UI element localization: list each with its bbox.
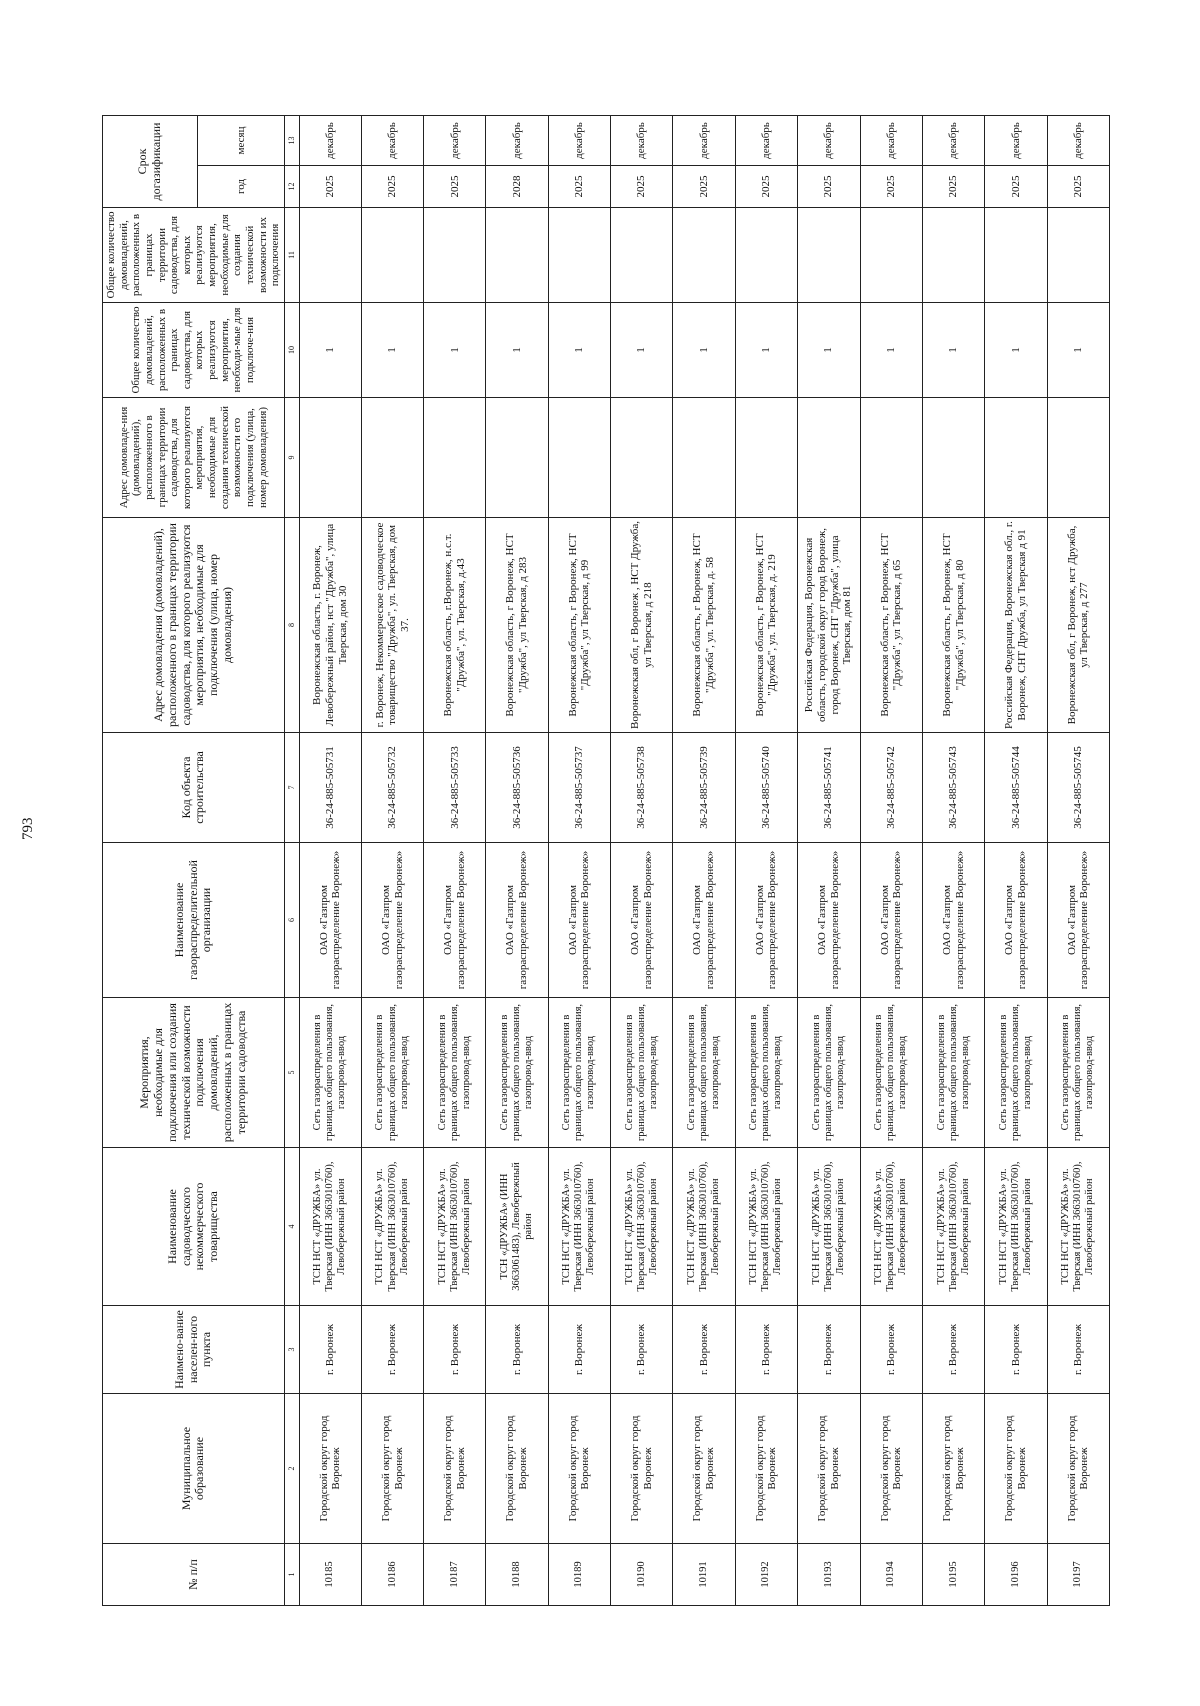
cell-address: Воронежская обл, г Воронеж, нст Дружба, ул Тверская, д 277 xyxy=(1047,518,1109,733)
table-row xyxy=(424,115,486,1605)
cell-total-connect: 1 xyxy=(486,303,548,398)
cell-month: декабрь xyxy=(299,115,361,165)
cell-gdo: ОАО «Газпром газораспределение Воронеж» xyxy=(797,843,860,998)
cell-municipality: Городской округ город Воронеж xyxy=(299,1394,361,1544)
cell-address: Воронежская область, г Воронеж, НСТ "Дружба", ул Тверская, д 99 xyxy=(548,518,610,733)
header-total-connect: Общее количество домовладений, расположенных в границах садоводства, для которых реализуются мероприятия, необходи-мые для подключе-ния xyxy=(103,303,285,398)
rotated-table-container xyxy=(102,116,1096,1606)
cell-total-tech xyxy=(361,208,423,303)
cell-address-tech xyxy=(1047,398,1109,518)
cell-gdo: ОАО «Газпром газораспределение Воронеж» xyxy=(735,843,797,998)
cell-gdo: ОАО «Газпром газораспределение Воронеж» xyxy=(361,843,423,998)
cell-total-tech xyxy=(673,208,735,303)
cell-year: 2025 xyxy=(860,166,922,208)
cell-year: 2025 xyxy=(424,166,486,208)
cell-total-tech xyxy=(299,208,361,303)
cell-settlement: г. Воронеж xyxy=(424,1306,486,1394)
cell-code: 36-24-885-505731 xyxy=(299,733,361,843)
cell-month: декабрь xyxy=(486,115,548,165)
cell-num: 10192 xyxy=(735,1544,797,1606)
column-number-row xyxy=(284,115,299,1605)
column-number: 13 xyxy=(284,115,299,165)
cell-num: 10190 xyxy=(611,1544,673,1606)
cell-total-tech xyxy=(611,208,673,303)
cell-num: 10187 xyxy=(424,1544,486,1606)
cell-address: Воронежская обл, г Воронеж , НСТ Дружба, ул Тверская, д 218 xyxy=(611,518,673,733)
cell-num: 10185 xyxy=(299,1544,361,1606)
cell-address-tech xyxy=(299,398,361,518)
cell-municipality: Городской округ город Воронеж xyxy=(735,1394,797,1544)
cell-code: 36-24-885-505742 xyxy=(860,733,922,843)
cell-address-tech xyxy=(985,398,1047,518)
cell-partnership: ТСН НСТ «ДРУЖБА» ул. Тверская (ИНН 3663010760), Левобережный район xyxy=(922,1148,984,1306)
cell-partnership: ТСН НСТ «ДРУЖБА» ул. Тверская (ИНН 3663010760), Левобережный район xyxy=(548,1148,610,1306)
cell-num: 10195 xyxy=(922,1544,984,1606)
cell-year: 2025 xyxy=(1047,166,1109,208)
cell-address: Воронежская область, г Воронеж, НСТ "Дружба", ул Тверская, д 65 xyxy=(860,518,922,733)
cell-month: декабрь xyxy=(361,115,423,165)
header-settlement: Наимено-вание населен-ного пункта xyxy=(103,1306,285,1394)
cell-total-tech xyxy=(797,208,860,303)
cell-month: декабрь xyxy=(424,115,486,165)
cell-settlement: г. Воронеж xyxy=(985,1306,1047,1394)
cell-gdo: ОАО «Газпром газораспределение Воронеж» xyxy=(299,843,361,998)
cell-total-connect: 1 xyxy=(735,303,797,398)
header-partnership: Наименование садоводческого некоммерческого товарищества xyxy=(103,1148,285,1306)
cell-total-tech xyxy=(486,208,548,303)
cell-settlement: г. Воронеж xyxy=(673,1306,735,1394)
cell-address: Российская Федерация, Воронежская обл., г. Воронеж, СНТ Дружба, ул Тверская д 91 xyxy=(985,518,1047,733)
cell-address-tech xyxy=(486,398,548,518)
cell-municipality: Городской округ город Воронеж xyxy=(548,1394,610,1544)
cell-measures: Сеть газораспределения в границах общего пользования, газопровод-ввод xyxy=(735,998,797,1148)
cell-num: 10194 xyxy=(860,1544,922,1606)
table-row xyxy=(797,115,860,1605)
cell-gdo: ОАО «Газпром газораспределение Воронеж» xyxy=(922,843,984,998)
cell-total-connect: 1 xyxy=(922,303,984,398)
cell-address: Воронежская область, г. Воронеж, Левобережный район, нст "Дружба", улица Тверская, дом 30 xyxy=(299,518,361,733)
cell-gdo: ОАО «Газпром газораспределение Воронеж» xyxy=(673,843,735,998)
cell-code: 36-24-885-505736 xyxy=(486,733,548,843)
column-number: 7 xyxy=(284,733,299,843)
cell-year: 2025 xyxy=(673,166,735,208)
table-row xyxy=(673,115,735,1605)
cell-month: декабрь xyxy=(1047,115,1109,165)
cell-settlement: г. Воронеж xyxy=(361,1306,423,1394)
cell-municipality: Городской округ город Воронеж xyxy=(611,1394,673,1544)
cell-settlement: г. Воронеж xyxy=(611,1306,673,1394)
cell-settlement: г. Воронеж xyxy=(922,1306,984,1394)
cell-address: Воронежская область, г.Воронеж, н.с.т. "Дружба", ул. Тверская, д.43 xyxy=(424,518,486,733)
table-row xyxy=(860,115,922,1605)
cell-year: 2025 xyxy=(548,166,610,208)
cell-total-connect: 1 xyxy=(673,303,735,398)
cell-municipality: Городской округ город Воронеж xyxy=(486,1394,548,1544)
cell-num: 10188 xyxy=(486,1544,548,1606)
cell-settlement: г. Воронеж xyxy=(735,1306,797,1394)
cell-measures: Сеть газораспределения в границах общего пользования, газопровод-ввод xyxy=(797,998,860,1148)
cell-partnership: ТСН НСТ «ДРУЖБА» ул. Тверская (ИНН 3663010760), Левобережный район xyxy=(361,1148,423,1306)
cell-municipality: Городской округ город Воронеж xyxy=(424,1394,486,1544)
cell-address: Российская Федерация, Воронежская область, городской округ город Воронеж, город Воронеж, СНТ "Дружба", улица Тверская, дом 81 xyxy=(797,518,860,733)
cell-total-connect: 1 xyxy=(797,303,860,398)
header-num: № п/п xyxy=(103,1544,285,1606)
cell-measures: Сеть газораспределения в границах общего пользования, газопровод-ввод xyxy=(922,998,984,1148)
cell-total-tech xyxy=(1047,208,1109,303)
cell-year: 2025 xyxy=(922,166,984,208)
cell-measures: Сеть газораспределения в границах общего пользования, газопровод-ввод xyxy=(486,998,548,1148)
cell-address-tech xyxy=(860,398,922,518)
cell-address-tech xyxy=(611,398,673,518)
cell-address: Воронежская область, г Воронеж, НСТ "Дружба", ул. Тверская, д. 219 xyxy=(735,518,797,733)
cell-year: 2025 xyxy=(361,166,423,208)
column-number: 6 xyxy=(284,843,299,998)
cell-partnership: ТСН НСТ «ДРУЖБА» ул. Тверская (ИНН 3663010760), Левобережный район xyxy=(673,1148,735,1306)
cell-address-tech xyxy=(361,398,423,518)
cell-num: 10189 xyxy=(548,1544,610,1606)
column-number: 1 xyxy=(284,1544,299,1606)
cell-settlement: г. Воронеж xyxy=(1047,1306,1109,1394)
cell-code: 36-24-885-505745 xyxy=(1047,733,1109,843)
cell-measures: Сеть газораспределения в границах общего пользования, газопровод-ввод xyxy=(673,998,735,1148)
cell-year: 2025 xyxy=(797,166,860,208)
header-address: Адрес домовладения (домовладений), расположенного в границах территории садоводства, для которого реализуются мероприятия, необходимые для подключения (улица, номер домовладения) xyxy=(103,518,285,733)
cell-total-tech xyxy=(735,208,797,303)
cell-partnership: ТСН НСТ «ДРУЖБА» ул. Тверская (ИНН 3663010760), Левобережный район xyxy=(424,1148,486,1306)
cell-partnership: ТСН НСТ «ДРУЖБА» ул. Тверская (ИНН 3663010760), Левобережный район xyxy=(797,1148,860,1306)
cell-total-tech xyxy=(548,208,610,303)
cell-year: 2028 xyxy=(486,166,548,208)
cell-measures: Сеть газораспределения в границах общего пользования, газопровод-ввод xyxy=(985,998,1047,1148)
header-term: Срок догазификации xyxy=(103,115,198,207)
column-number: 3 xyxy=(284,1306,299,1394)
cell-code: 36-24-885-505733 xyxy=(424,733,486,843)
cell-settlement: г. Воронеж xyxy=(486,1306,548,1394)
table-row xyxy=(299,115,361,1605)
table-row xyxy=(486,115,548,1605)
cell-municipality: Городской округ город Воронеж xyxy=(985,1394,1047,1544)
cell-gdo: ОАО «Газпром газораспределение Воронеж» xyxy=(486,843,548,998)
gasification-table xyxy=(102,115,1110,1606)
cell-municipality: Городской округ город Воронеж xyxy=(673,1394,735,1544)
cell-gdo: ОАО «Газпром газораспределение Воронеж» xyxy=(860,843,922,998)
cell-month: декабрь xyxy=(735,115,797,165)
column-number: 11 xyxy=(284,208,299,303)
cell-municipality: Городской округ город Воронеж xyxy=(922,1394,984,1544)
cell-code: 36-24-885-505741 xyxy=(797,733,860,843)
header-year: год xyxy=(198,166,285,208)
cell-total-connect: 1 xyxy=(985,303,1047,398)
cell-measures: Сеть газораспределения в границах общего пользования, газопровод-ввод xyxy=(424,998,486,1148)
cell-partnership: ТСН НСТ «ДРУЖБА» ул. Тверская (ИНН 3663010760), Левобережный район xyxy=(860,1148,922,1306)
cell-settlement: г. Воронеж xyxy=(548,1306,610,1394)
cell-code: 36-24-885-505744 xyxy=(985,733,1047,843)
table-row xyxy=(985,115,1047,1605)
cell-num: 10191 xyxy=(673,1544,735,1606)
cell-year: 2025 xyxy=(985,166,1047,208)
cell-code: 36-24-885-505732 xyxy=(361,733,423,843)
header-gdo: Наименование газораспределительной организации xyxy=(103,843,285,998)
header-month: месяц xyxy=(198,115,285,165)
cell-total-tech xyxy=(860,208,922,303)
cell-partnership: ТСН НСТ «ДРУЖБА» ул. Тверская (ИНН 3663010760), Левобережный район xyxy=(985,1148,1047,1306)
table-row xyxy=(1047,115,1109,1605)
cell-total-connect: 1 xyxy=(860,303,922,398)
cell-municipality: Городской округ город Воронеж xyxy=(1047,1394,1109,1544)
cell-gdo: ОАО «Газпром газораспределение Воронеж» xyxy=(611,843,673,998)
cell-num: 10193 xyxy=(797,1544,860,1606)
cell-month: декабрь xyxy=(985,115,1047,165)
cell-measures: Сеть газораспределения в границах общего пользования, газопровод-ввод xyxy=(361,998,423,1148)
cell-partnership: ТСН НСТ «ДРУЖБА» ул. Тверская (ИНН 3663010760), Левобережный район xyxy=(1047,1148,1109,1306)
column-number: 5 xyxy=(284,998,299,1148)
cell-measures: Сеть газораспределения в границах общего пользования, газопровод-ввод xyxy=(299,998,361,1148)
cell-code: 36-24-885-505737 xyxy=(548,733,610,843)
cell-address-tech xyxy=(735,398,797,518)
cell-gdo: ОАО «Газпром газораспределение Воронеж» xyxy=(985,843,1047,998)
cell-partnership: ТСН НСТ «ДРУЖБА» ул. Тверская (ИНН 3663010760), Левобережный район xyxy=(611,1148,673,1306)
header-municipality: Муниципальное образование xyxy=(103,1394,285,1544)
cell-month: декабрь xyxy=(548,115,610,165)
cell-partnership: ТСН НСТ «ДРУЖБА» ул. Тверская (ИНН 3663010760), Левобережный район xyxy=(299,1148,361,1306)
header-code: Код объекта строительства xyxy=(103,733,285,843)
cell-total-tech xyxy=(985,208,1047,303)
cell-gdo: ОАО «Газпром газораспределение Воронеж» xyxy=(548,843,610,998)
cell-settlement: г. Воронеж xyxy=(860,1306,922,1394)
cell-month: декабрь xyxy=(797,115,860,165)
column-number: 4 xyxy=(284,1148,299,1306)
cell-num: 10186 xyxy=(361,1544,423,1606)
cell-total-connect: 1 xyxy=(361,303,423,398)
header-address-tech: Адрес домовладе-ния (домовладений), расположенного в границах территории садоводства, для которого реализуются мероприятия, необходимые для создания технической возможности его подключения (улица, номер домовладения) xyxy=(103,398,285,518)
cell-total-tech xyxy=(424,208,486,303)
cell-address: Воронежская область, г Воронеж, НСТ "Дружба", ул. Тверская, д. 58 xyxy=(673,518,735,733)
table-row xyxy=(735,115,797,1605)
cell-year: 2025 xyxy=(735,166,797,208)
cell-municipality: Городской округ город Воронеж xyxy=(361,1394,423,1544)
table-header xyxy=(103,115,285,1605)
cell-num: 10196 xyxy=(985,1544,1047,1606)
cell-total-connect: 1 xyxy=(548,303,610,398)
header-total-tech: Общее количество домовладений, расположенных в границах территории садоводства, для которых реализуются мероприятия, необходимые для создания технической возможности их подключения xyxy=(103,208,285,303)
cell-address: Воронежская область, г Воронеж, НСТ "Дружба", ул Тверская, д 283 xyxy=(486,518,548,733)
cell-year: 2025 xyxy=(299,166,361,208)
cell-address-tech xyxy=(797,398,860,518)
cell-address: г. Воронеж, Некоммерческое садоводческое товарищество "Дружба", ул. Тверская, дом 37. xyxy=(361,518,423,733)
header-measures: Мероприятия, необходимые для подключения или создания технической возможности подключения домовладений, расположенных в границах территории садоводства xyxy=(103,998,285,1148)
table-row xyxy=(611,115,673,1605)
cell-month: декабрь xyxy=(673,115,735,165)
cell-settlement: г. Воронеж xyxy=(299,1306,361,1394)
cell-measures: Сеть газораспределения в границах общего пользования, газопровод-ввод xyxy=(1047,998,1109,1148)
cell-month: декабрь xyxy=(611,115,673,165)
cell-code: 36-24-885-505743 xyxy=(922,733,984,843)
column-number: 12 xyxy=(284,166,299,208)
cell-settlement: г. Воронеж xyxy=(797,1306,860,1394)
cell-num: 10197 xyxy=(1047,1544,1109,1606)
cell-address-tech xyxy=(548,398,610,518)
cell-total-connect: 1 xyxy=(299,303,361,398)
cell-measures: Сеть газораспределения в границах общего пользования, газопровод-ввод xyxy=(548,998,610,1148)
cell-address-tech xyxy=(673,398,735,518)
cell-address: Воронежская область, г Воронеж, НСТ "Дружба", ул Тверская, д 80 xyxy=(922,518,984,733)
page-number: 793 xyxy=(20,817,36,840)
cell-gdo: ОАО «Газпром газораспределение Воронеж» xyxy=(1047,843,1109,998)
column-number: 9 xyxy=(284,398,299,518)
cell-address-tech xyxy=(922,398,984,518)
cell-month: декабрь xyxy=(922,115,984,165)
cell-code: 36-24-885-505738 xyxy=(611,733,673,843)
cell-address-tech xyxy=(424,398,486,518)
column-number: 8 xyxy=(284,518,299,733)
cell-total-connect: 1 xyxy=(1047,303,1109,398)
cell-total-connect: 1 xyxy=(611,303,673,398)
cell-partnership: ТСН «ДРУЖБА» (ИНН 3663061483), Левобережный район xyxy=(486,1148,548,1306)
cell-measures: Сеть газораспределения в границах общего пользования, газопровод-ввод xyxy=(860,998,922,1148)
cell-month: декабрь xyxy=(860,115,922,165)
cell-measures: Сеть газораспределения в границах общего пользования, газопровод-ввод xyxy=(611,998,673,1148)
cell-total-connect: 1 xyxy=(424,303,486,398)
table-body xyxy=(284,115,1109,1605)
column-number: 2 xyxy=(284,1394,299,1544)
column-number: 10 xyxy=(284,303,299,398)
cell-gdo: ОАО «Газпром газораспределение Воронеж» xyxy=(424,843,486,998)
table-row xyxy=(548,115,610,1605)
table-row xyxy=(922,115,984,1605)
cell-code: 36-24-885-505739 xyxy=(673,733,735,843)
cell-total-tech xyxy=(922,208,984,303)
cell-partnership: ТСН НСТ «ДРУЖБА» ул. Тверская (ИНН 3663010760), Левобережный район xyxy=(735,1148,797,1306)
table-row xyxy=(361,115,423,1605)
cell-municipality: Городской округ город Воронеж xyxy=(797,1394,860,1544)
cell-code: 36-24-885-505740 xyxy=(735,733,797,843)
cell-year: 2025 xyxy=(611,166,673,208)
cell-municipality: Городской округ город Воронеж xyxy=(860,1394,922,1544)
